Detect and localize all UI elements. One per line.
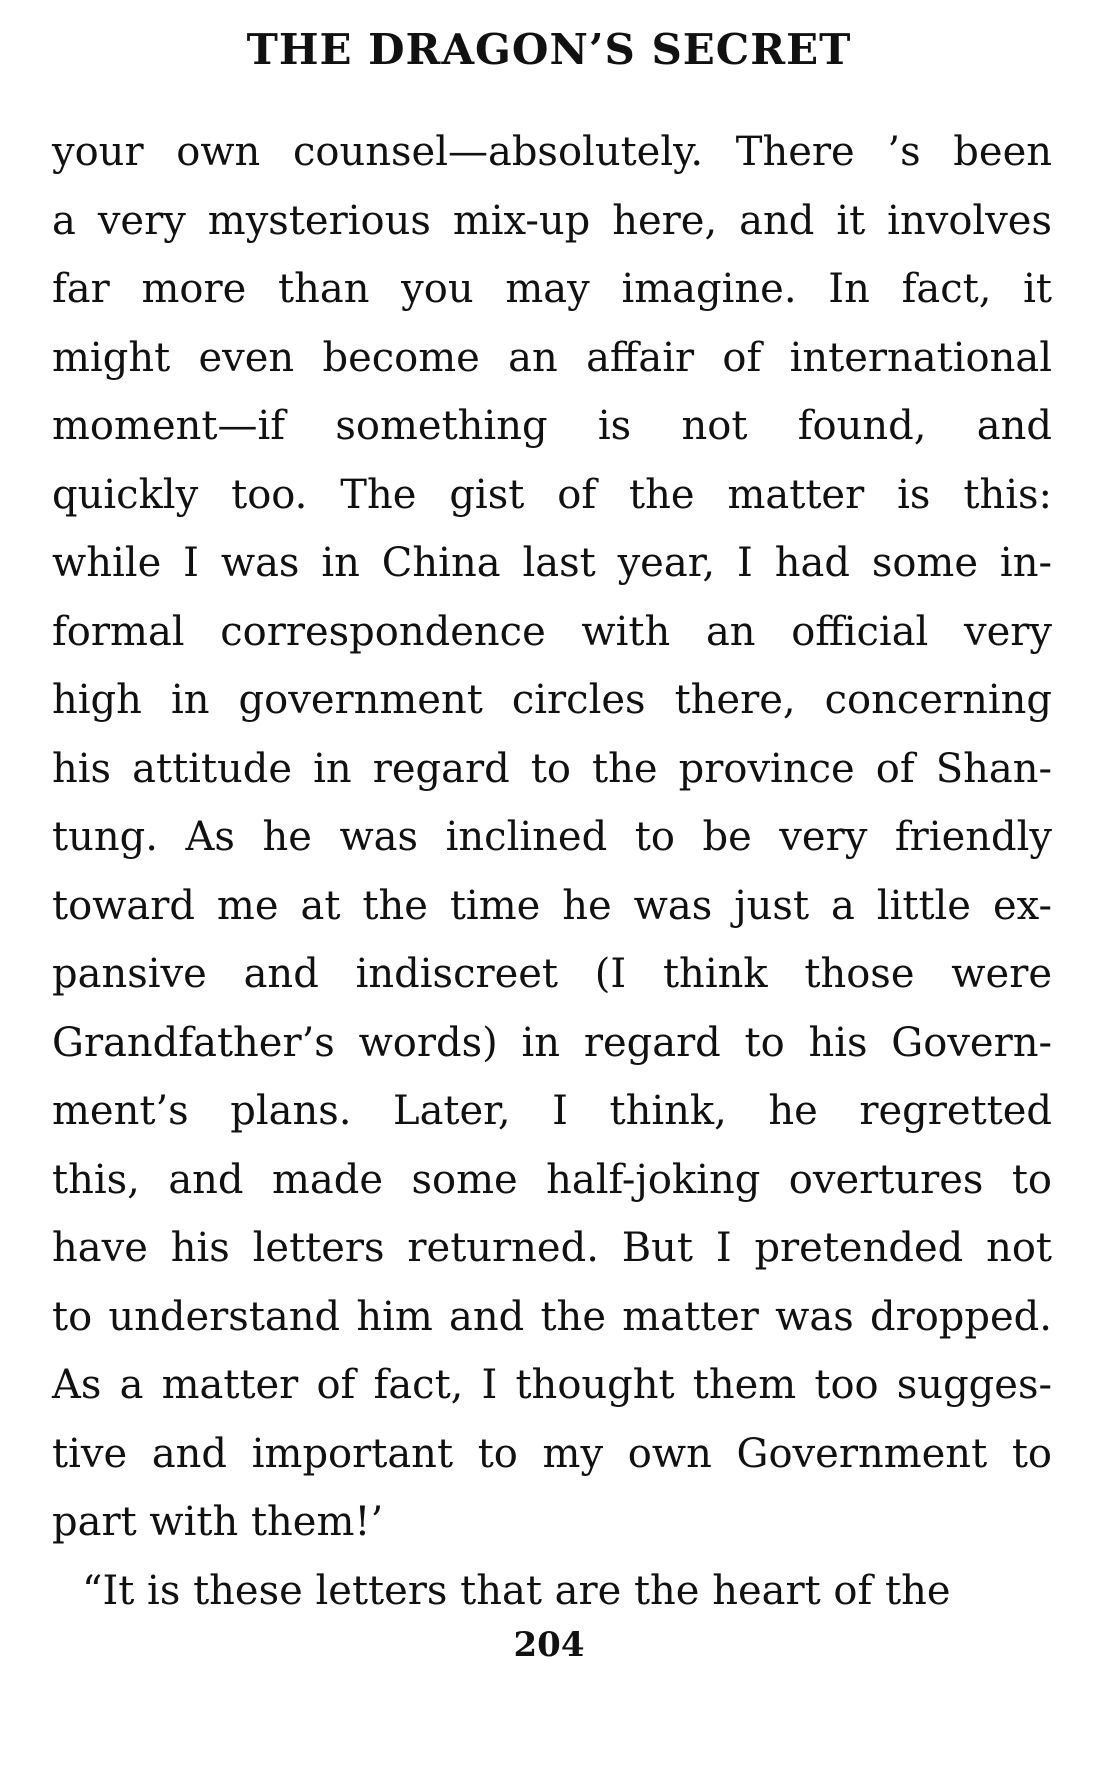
page-number: 204 xyxy=(513,1625,585,1665)
text-line: Grandfather’s words) in regard to his Govern- xyxy=(52,1019,1052,1066)
text-line: toward me at the time he was just a little ex- xyxy=(52,882,1052,929)
text-line: high in government circles there, concerning xyxy=(52,677,1052,723)
text-line: your own counsel—absolutely. There ’s been xyxy=(52,129,1052,175)
paragraph-end-line: part with them!’ xyxy=(52,1499,384,1545)
text-line: formal correspondence with an official very xyxy=(52,608,1052,655)
text-line: As a matter of fact, I thought them too sugges- xyxy=(52,1362,1052,1408)
paragraph-start-line: “It is these letters that are the heart of the xyxy=(82,1567,951,1614)
text-line: moment—if something is not found, and xyxy=(52,403,1052,449)
text-line: tive and important to my own Government to xyxy=(52,1430,1052,1477)
text-line: this, and made some half-joking overtures to xyxy=(52,1156,1052,1203)
text-line: ment’s plans. Later, I think, he regretted xyxy=(52,1088,1052,1134)
text-line: pansive and indiscreet (I think those were xyxy=(52,951,1052,997)
running-title: THE DRAGON’S SECRET xyxy=(246,25,852,74)
text-line: might even become an affair of international xyxy=(52,334,1052,381)
text-line: tung. As he was inclined to be very friendly xyxy=(52,814,1052,860)
text-line: far more than you may imagine. In fact, it xyxy=(52,266,1052,312)
text-line: his attitude in regard to the province of Shan- xyxy=(52,745,1052,792)
text-line: have his letters returned. But I pretended not xyxy=(52,1225,1052,1271)
text-line: a very mysterious mix-up here, and it involves xyxy=(52,197,1052,244)
text-line: to understand him and the matter was dropped. xyxy=(52,1293,1052,1340)
text-line: quickly too. The gist of the matter is this: xyxy=(52,471,1052,518)
text-line: while I was in China last year, I had some in- xyxy=(52,540,1052,586)
body-text xyxy=(52,118,1052,1625)
